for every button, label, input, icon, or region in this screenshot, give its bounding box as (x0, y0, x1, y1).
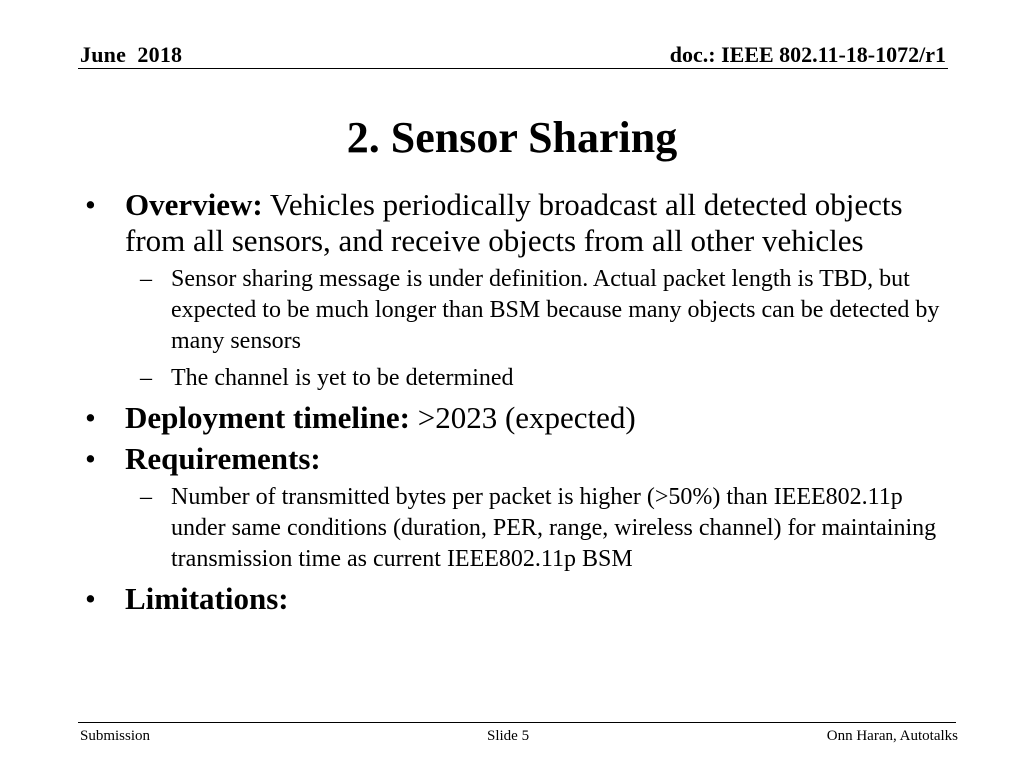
bullet-dot-icon: • (85, 400, 96, 435)
bullet-dot-icon: • (85, 581, 96, 616)
header-doc-id: doc.: IEEE 802.11-18-1072/r1 (669, 42, 946, 67)
bullet-dot-icon: • (85, 441, 96, 476)
footer-author: Onn Haran, Autotalks (826, 728, 958, 744)
bullet-text: Vehicles periodically broadcast all detected objects from all sensors, and receive objects from all other vehicles (125, 187, 903, 258)
header-date: June 2018 (80, 42, 183, 67)
sub-bullet (80, 482, 960, 575)
bullet-requirements (80, 441, 960, 477)
bullet-lead: Deployment timeline: (125, 400, 410, 435)
bullet-text: >2023 (expected) (409, 400, 636, 435)
sub-bullet (80, 363, 960, 394)
dash-icon: – (140, 266, 152, 292)
sub-bullet-text: The channel is yet to be determined (171, 365, 514, 391)
dash-icon: – (140, 365, 152, 391)
footer-slide-number: Slide 5 (487, 728, 530, 744)
bullet-limitations (80, 581, 960, 617)
footer-divider (78, 722, 956, 723)
footer-submission: Submission (80, 728, 151, 744)
sub-bullet-text: Sensor sharing message is under definition. Actual packet length is TBD, but expected to be much longer than BSM because many objects can be detected by many sensors (171, 266, 940, 354)
sub-bullet-text: Number of transmitted bytes per packet is higher (>50%) than IEEE802.11p under same conditions (duration, PER, range, wireless channel) for maintaining transmission time as current IEEE802.11p BSM (171, 484, 937, 572)
header-divider (78, 68, 948, 69)
sub-bullet (80, 264, 960, 357)
dash-icon: – (140, 484, 152, 510)
bullet-overview (80, 187, 960, 259)
bullet-lead: Requirements: (125, 441, 321, 476)
bullet-lead: Limitations: (125, 581, 289, 616)
bullet-deployment-timeline (80, 400, 960, 436)
slide-body (80, 187, 960, 622)
bullet-lead: Overview: (125, 187, 263, 222)
slide-title: 2. Sensor Sharing (346, 113, 678, 162)
bullet-dot-icon: • (85, 187, 96, 222)
